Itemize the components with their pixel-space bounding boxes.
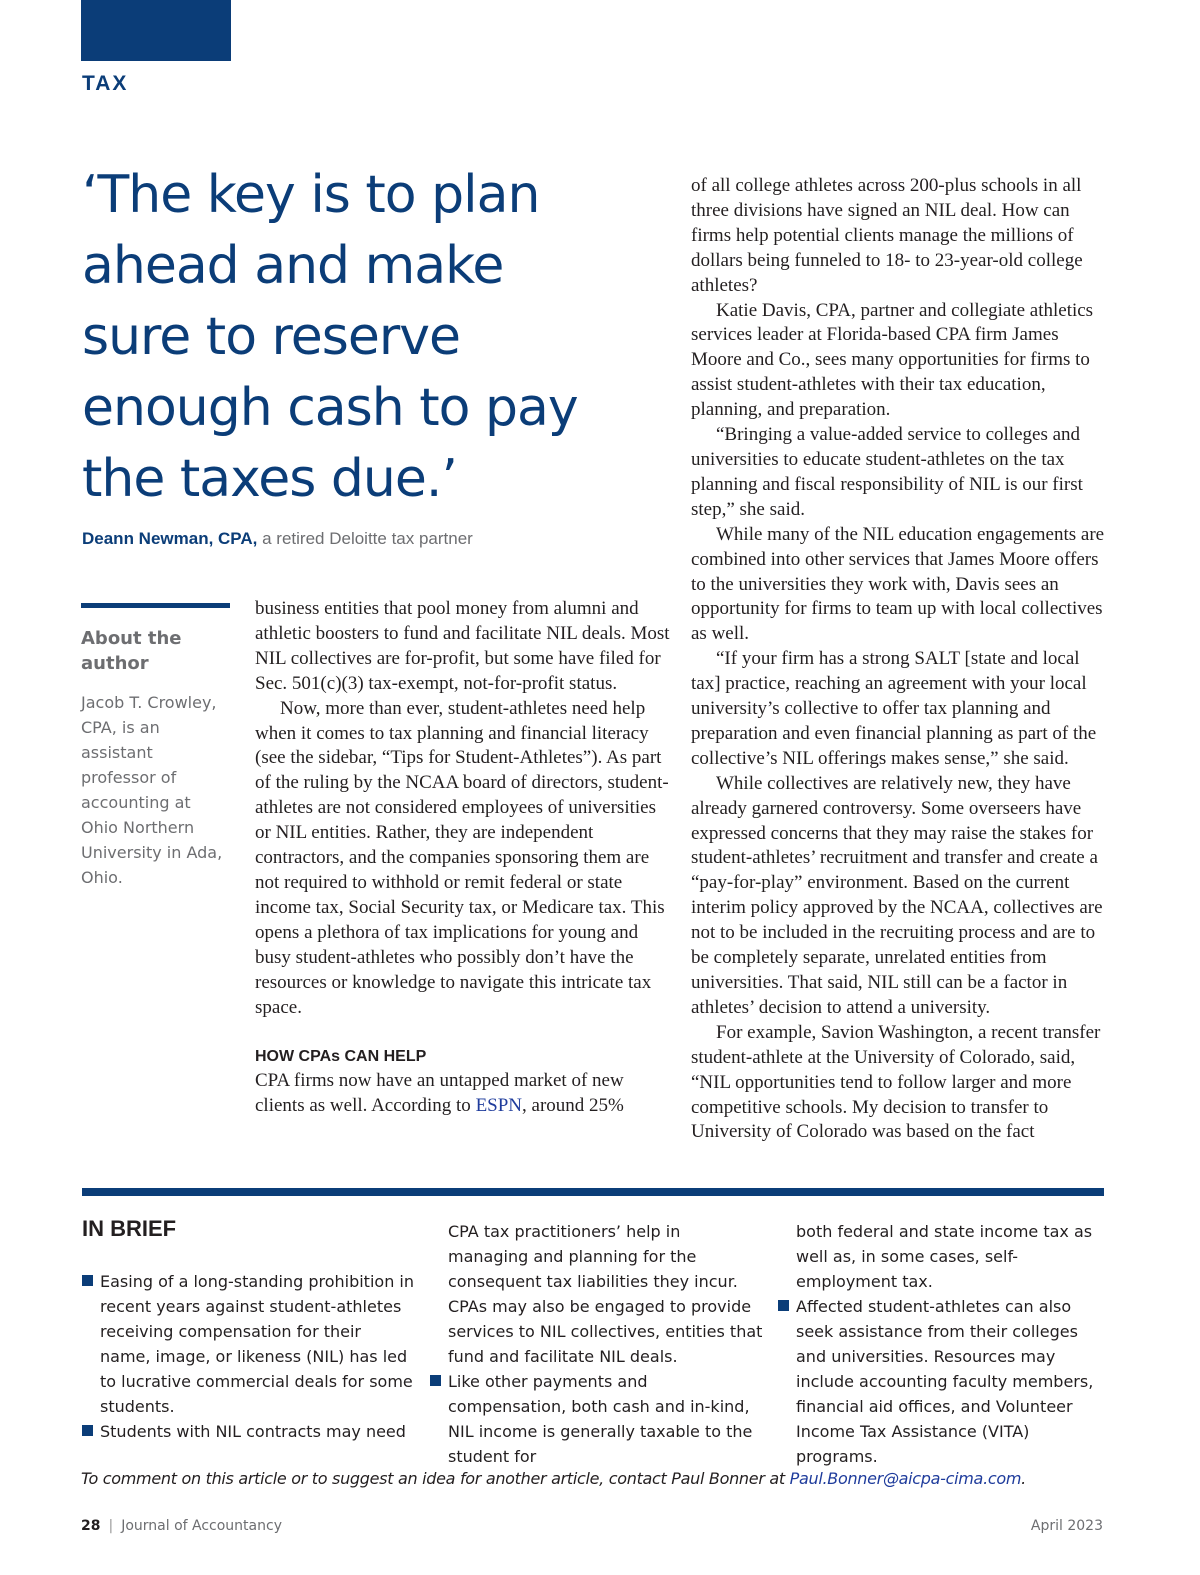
in-brief-title: IN BRIEF (82, 1216, 177, 1241)
about-heading: About the author (81, 628, 182, 674)
article-column-middle (255, 597, 671, 1119)
bullet-continuation: both federal and state income tax as well as, in some cases, self-employment tax. (796, 1222, 1093, 1291)
comment-text: To comment on this article or to suggest an idea for another article, contact Paul Bonner at (81, 1469, 790, 1488)
paragraph (255, 1069, 671, 1119)
comment-end: . (1021, 1469, 1026, 1488)
subheading: HOW CPAs CAN HELP (255, 1048, 427, 1066)
footer-separator: | (108, 1518, 114, 1534)
comment-note (81, 1469, 1026, 1488)
issue-date: April 2023 (1030, 1518, 1103, 1534)
about-body: Jacob T. Crowley, CPA, is an assistant professor of accounting at Ohio Northern University in Ada, Ohio. (81, 693, 223, 887)
header-color-bar (81, 0, 231, 61)
email-link[interactable]: Paul.Bonner@aicpa-cima.com (789, 1469, 1022, 1488)
square-bullet-icon (430, 1375, 441, 1386)
attribution-description: a retired Deloitte tax partner (262, 529, 473, 548)
in-brief-column-3 (778, 1219, 1108, 1469)
journal-name: Journal of Accountancy (121, 1518, 282, 1534)
paragraph: While collectives are relatively new, they have already garnered controversy. Some overseers have expressed concerns that they may raise the stakes for student-athletes’ recruitment and transfer and create a “pay-for-play” environment. Based on the current interim policy approved by the NCAA, collectives are not to be included in the recruiting process and are to be completely separate, unrelated entities from universities. That said, NIL still can be a factor in athletes’ decision to attend a university. (691, 772, 1103, 1018)
in-brief-bullet (82, 1419, 416, 1444)
bullet-continuation: CPA tax practitioners’ help in managing and planning for the consequent tax liabilities they incur. CPAs may also be engaged to provide services to NIL collectives, entities that fund and facilitate NIL deals. (448, 1222, 763, 1366)
in-brief-column-2 (430, 1219, 764, 1469)
paragraph: “Bringing a value-added service to colleges and universities to educate student-athletes on the tax planning and fiscal responsibility of NIL is our first step,” she said. (691, 424, 1083, 520)
paragraph: Katie Davis, CPA, partner and collegiate athletics services leader at Florida-based CPA firm James Moore and Co., sees many opportunities for firms to assist student-athletes with their tax education, planning, and preparation. (691, 299, 1094, 421)
quote-attribution (82, 529, 473, 549)
paragraph: business entities that pool money from alumni and athletic boosters to fund and facilitate NIL deals. Most NIL collectives are for-profit, but some have filed for Sec. 501(c)(3) tax-exempt, not-for-profit status. (255, 598, 670, 694)
square-bullet-icon (82, 1275, 93, 1286)
paragraph: Now, more than ever, student-athletes need help when it comes to tax planning and financial literacy (see the sidebar, “Tips for Student-Athletes”). As part of the ruling by the NCAA board of directors, student-athletes are not considered employees of universities or NIL entities. Rather, they are independent contractors, and the companies sponsoring them are not required to withhold or remit federal or state income tax, Social Security tax, or Medicare tax. This opens a plethora of tax implications for young and busy student-athletes who possibly don’t have the resources or knowledge to navigate this intricate tax space. (255, 697, 669, 1018)
in-brief-bullet (430, 1369, 764, 1469)
pull-quote: ‘The key is to plan ahead and make sure to reserve enough cash to pay the taxes due.’ (82, 165, 578, 509)
bullet-text: Easing of a long-standing prohibition in recent years against student-athletes receiving compensation for their name, image, or likeness (NIL) has led to lucrative commercial deals for some students. (100, 1272, 414, 1416)
in-brief-column-1 (82, 1269, 416, 1444)
square-bullet-icon (778, 1300, 789, 1311)
in-brief-bullet (778, 1294, 1108, 1469)
section-label: TAX (82, 72, 129, 95)
paragraph-text: CPA firms now have an untapped market of new clients as well. According to (255, 1070, 624, 1117)
paragraph: “If your firm has a strong SALT [state and local tax] practice, reaching an agreement with your local university’s collective to offer tax planning and preparation and even financial planning as part of the collective’s NIL offerings makes sense,” she said. (691, 648, 1097, 769)
square-bullet-icon (82, 1425, 93, 1436)
bullet-text: Students with NIL contracts may need (100, 1422, 406, 1441)
about-the-author (81, 603, 230, 890)
paragraph-text: , around 25% (522, 1095, 624, 1117)
paragraph: of all college athletes across 200-plus schools in all three divisions have signed an NIL deal. How can firms help potential clients manage the millions of dollars being funneled to 18- to 23-year-old college athletes? (691, 175, 1083, 296)
in-brief-rule (82, 1188, 1104, 1196)
attribution-name: Deann Newman, CPA, (82, 529, 258, 548)
footer-left (81, 1518, 282, 1534)
bullet-text: Like other payments and compensation, both cash and in-kind, NIL income is generally taxable to the student for (448, 1372, 753, 1466)
article-column-right (691, 174, 1109, 1145)
espn-link[interactable]: ESPN (475, 1095, 523, 1117)
paragraph: While many of the NIL education engagements are combined into other services that James Moore offers to the universities they work with, Davis sees an opportunity for firms to team up with local collectives as well. (691, 523, 1105, 645)
paragraph: For example, Savion Washington, a recent transfer student-athlete at the University of Colorado, said, “NIL opportunities tend to follow larger and more competitive schools. My decision to transfer to University of Colorado was based on the fact (691, 1021, 1101, 1143)
bullet-text: Affected student-athletes can also seek assistance from their colleges and universities. Resources may include accounting faculty members, financial aid offices, and Volunteer Income Tax Assistance (VITA) programs. (796, 1297, 1094, 1466)
in-brief-bullet (82, 1269, 416, 1419)
page-number: 28 (81, 1518, 101, 1534)
